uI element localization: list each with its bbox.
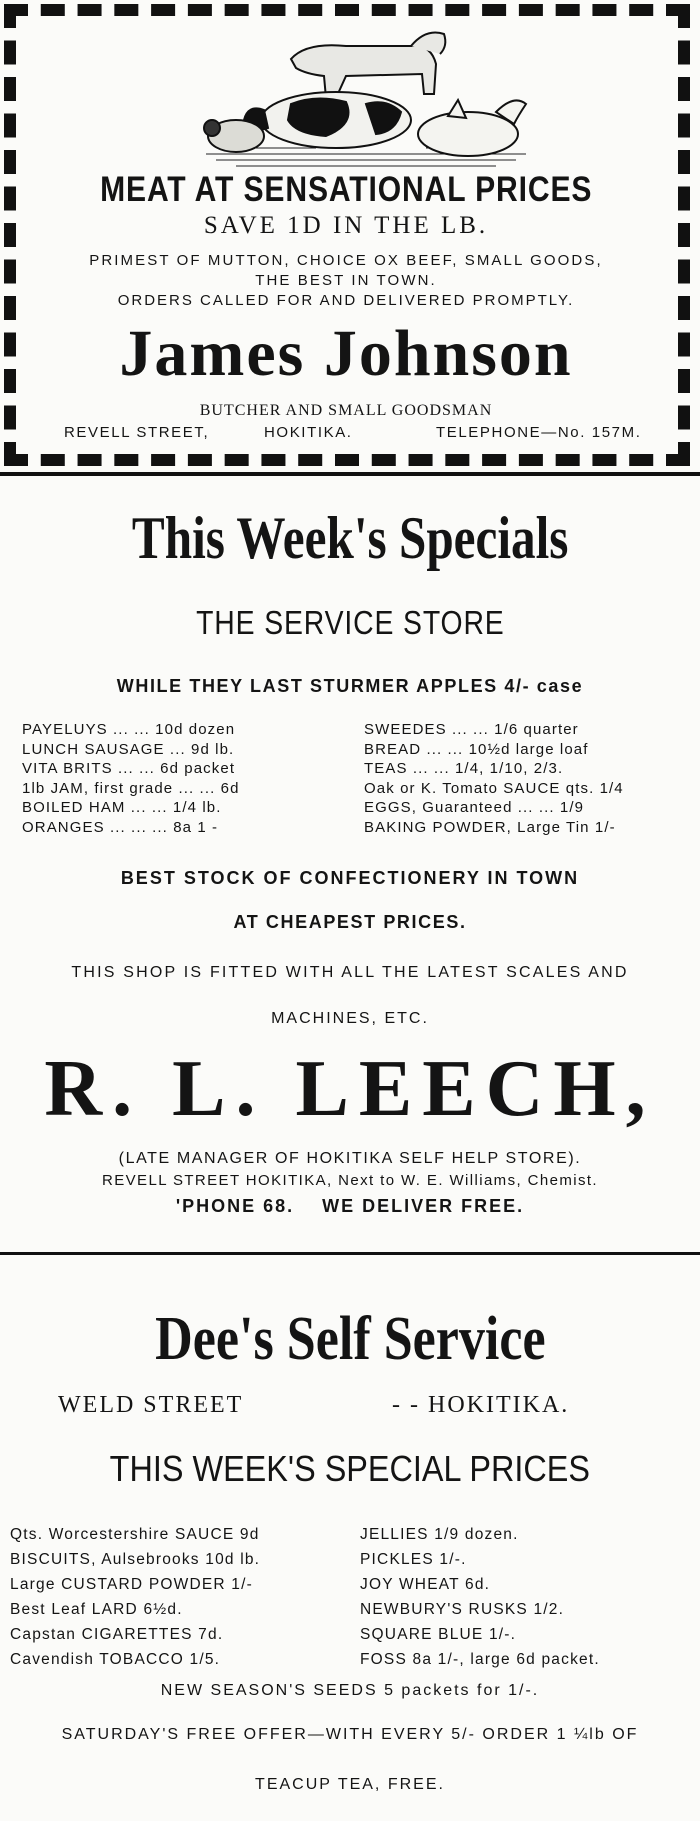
right-price-list (364, 720, 624, 837)
weld-street: WELD STREET (58, 1392, 244, 1418)
phone-number: 'PHONE 68. (175, 1196, 295, 1216)
list-item: NEWBURY'S RUSKS 1/2. (360, 1601, 565, 1618)
list-item: Oak or K. Tomato SAUCE qts. 1/4 (364, 779, 624, 797)
headline: MEAT AT SENSATIONAL PRICES (99, 170, 593, 209)
list-item: PAYELUYS ... ... 10d dozen (22, 721, 236, 738)
list-item: ORANGES ... ... ... 8a 1 - (22, 818, 219, 836)
list-item: Capstan CIGARETTES 7d. (10, 1626, 224, 1643)
telephone: TELEPHONE—No. 157M. (436, 424, 642, 441)
list-item: TEAS ... ... 1/4, 1/10, 2/3. (364, 760, 564, 777)
proprietor-name: R. L. LEECH, (44, 1045, 656, 1133)
list-item: JELLIES 1/9 dozen. (360, 1526, 519, 1543)
livestock-illustration (196, 24, 536, 174)
best-stock-line: BEST STOCK OF CONFECTIONERY IN TOWN (120, 868, 580, 888)
list-item: EGGS, Guaranteed ... ... 1/9 (364, 799, 585, 816)
list-item: Best Leaf LARD 6½d. (10, 1601, 183, 1618)
specials-title: This Week's Specials (131, 505, 569, 571)
promo-line-3: ORDERS CALLED FOR AND DELIVERED PROMPTLY. (117, 292, 575, 309)
divider-rule (0, 472, 700, 476)
trade-line: BUTCHER AND SMALL GOODSMAN (199, 402, 493, 419)
list-item: Cavendish TOBACCO 1/5. (10, 1651, 221, 1668)
teacup-tea: TEACUP TEA, FREE. (255, 1776, 445, 1793)
list-item: PICKLES 1/-. (360, 1551, 467, 1568)
fitted-line-1: THIS SHOP IS FITTED WITH ALL THE LATEST SCALES AND (71, 964, 629, 981)
street: REVELL STREET, (64, 424, 210, 441)
list-item: FOSS 8a 1/-, large 6d packet. (360, 1651, 600, 1668)
fitted-line-2: MACHINES, ETC. (271, 1010, 429, 1027)
special-prices-heading: THIS WEEK'S SPECIAL PRICES (109, 1448, 591, 1489)
list-item: Large CUSTARD POWDER 1/- (10, 1576, 253, 1593)
town: HOKITIKA. (264, 424, 353, 441)
james-johnson-advert (0, 0, 700, 470)
cheapest-line: AT CHEAPEST PRICES. (233, 912, 467, 932)
divider-rule (0, 1252, 700, 1255)
left-price-list (22, 720, 240, 837)
seeds-line: NEW SEASON'S SEEDS 5 packets for 1/-. (160, 1682, 540, 1699)
service-store-advert (0, 480, 700, 1250)
list-item: LUNCH SAUSAGE ... 9d lb. (22, 740, 235, 758)
late-manager-line: (LATE MANAGER OF HOKITIKA SELF HELP STORE). (118, 1150, 582, 1167)
list-item: BISCUITS, Aulsebrooks 10d lb. (10, 1551, 261, 1568)
list-item: BAKING POWDER, Large Tin 1/- (364, 818, 616, 836)
town: HOKITIKA. (427, 1392, 570, 1418)
store-name: THE SERVICE STORE (195, 604, 505, 641)
list-item: SWEEDES ... ... 1/6 quarter (364, 721, 579, 738)
subhead: SAVE 1D IN THE LB. (203, 212, 489, 239)
list-item: BREAD ... ... 10½d large loaf (364, 740, 589, 758)
dash: - - (392, 1392, 420, 1418)
list-item: Qts. Worcestershire SAUCE 9d (10, 1526, 260, 1543)
list-item: 1lb JAM, first grade ... ... 6d (22, 779, 240, 797)
list-item: BOILED HAM ... ... 1/4 lb. (22, 799, 222, 816)
list-item: JOY WHEAT 6d. (360, 1576, 491, 1593)
deliver-free: WE DELIVER FREE. (322, 1196, 525, 1216)
left-price-list (10, 1522, 260, 1672)
list-item: SQUARE BLUE 1/-. (360, 1626, 517, 1643)
saturday-offer: SATURDAY'S FREE OFFER—WITH EVERY 5/- ORDER 1 ¼lb OF (61, 1726, 639, 1743)
while-they-last: WHILE THEY LAST STURMER APPLES 4/- case (116, 676, 584, 696)
butcher-name: James Johnson (119, 317, 573, 390)
dees-title: Dee's Self Service (154, 1305, 546, 1373)
address-line: REVELL STREET HOKITIKA, Next to W. E. Williams, Chemist. (102, 1172, 598, 1189)
promo-line-2: THE BEST IN TOWN. (255, 272, 437, 289)
promo-line-1: PRIMEST OF MUTTON, CHOICE OX BEEF, SMALL GOODS, (89, 252, 603, 269)
right-price-list (360, 1522, 600, 1672)
dees-self-service-advert (0, 1260, 700, 1821)
list-item: VITA BRITS ... ... 6d packet (22, 760, 236, 777)
